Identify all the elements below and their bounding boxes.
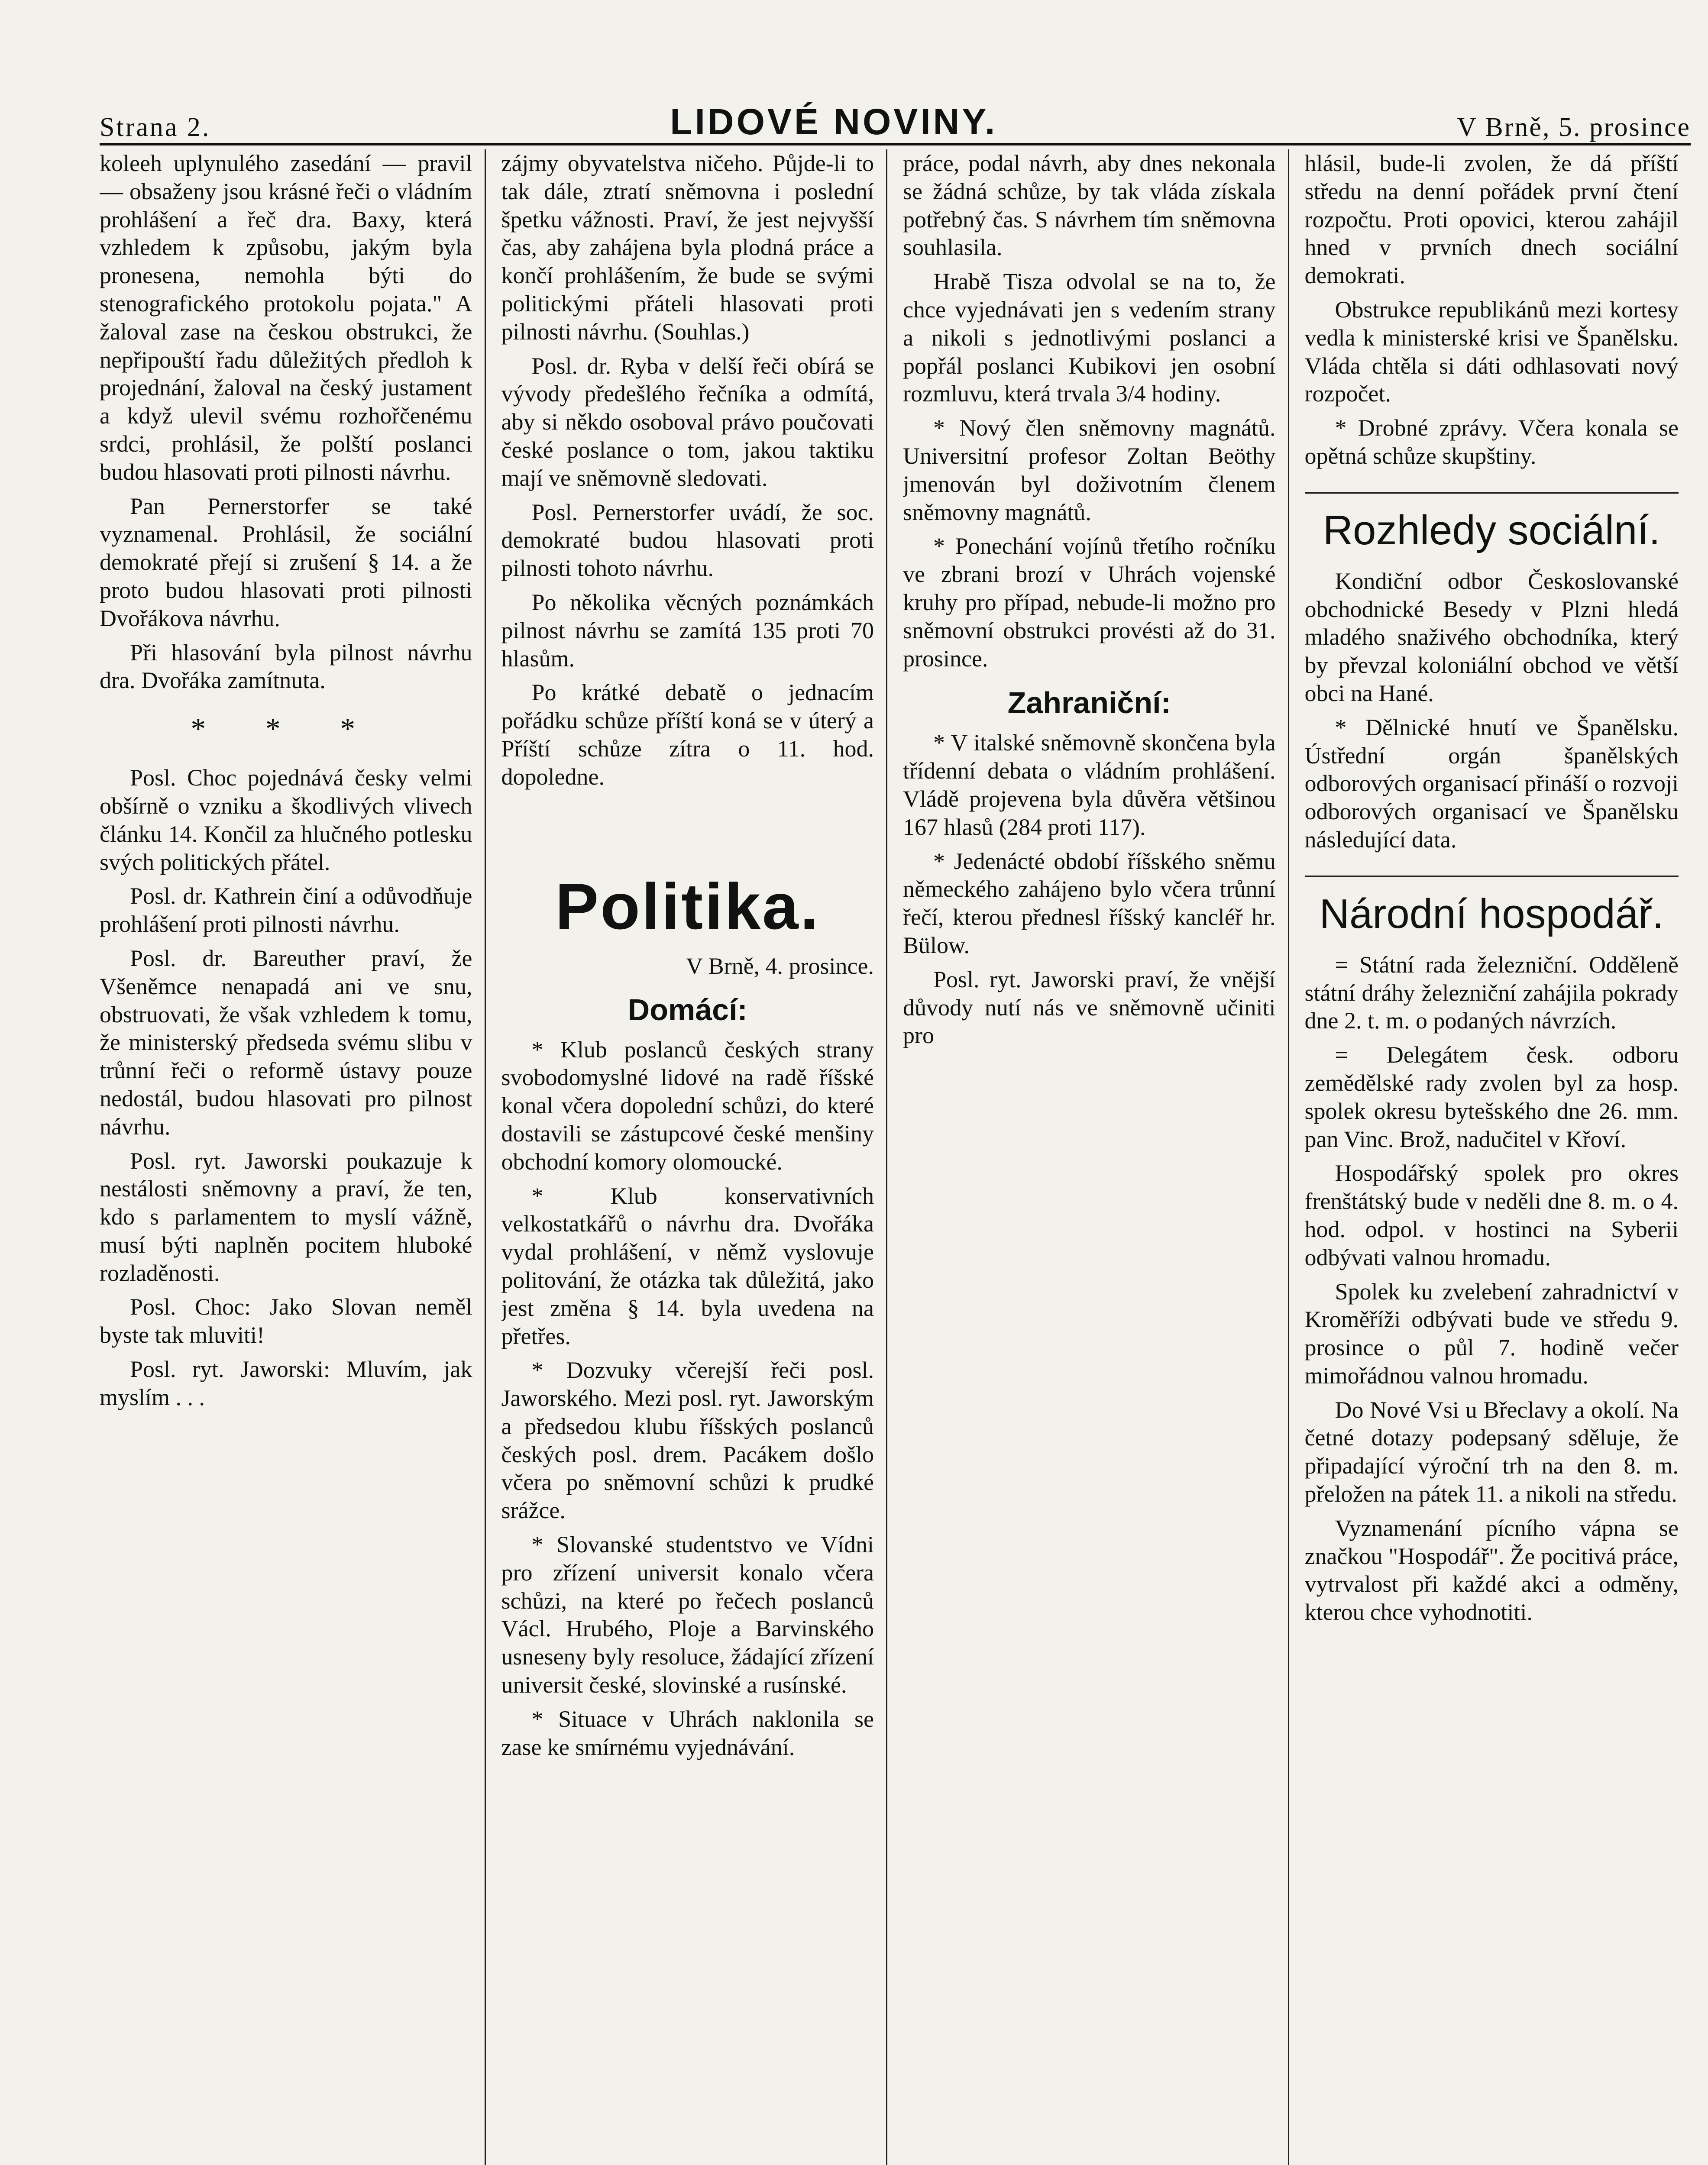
section-heading-hospodar: Národní hospodář. xyxy=(1305,876,1679,938)
paragraph: práce, podal návrh, aby dnes nekonala se žádná schůze, by tak vláda získala potřebný čas. S návrhem tím sněmovna souhlasila. xyxy=(903,150,1276,261)
paragraph: Posl. dr. Kathrein činí a odůvodňuje prohlášení proti pilnosti návrhu. xyxy=(100,883,472,937)
paragraph: = Delegátem česk. odboru zemědělské rady zvolen byl za hosp. spolek okresu bytešského dne 26. mm. pan Vinc. Brož, nadučitel v Křoví. xyxy=(1304,1042,1679,1152)
paragraph: Do Nové Vsi u Břeclavy a okolí. Na četné dotazy podepsaný sděluje, že připadající výroční trh na den 8. m. přeložen na pátek 11. a nikoli na středu. xyxy=(1304,1396,1679,1507)
paragraph: * Klub konservativních velkostatkářů o návrhu dra. Dvořáka vydal prohlášení, v němž vyslovuje politování, že otázka tak důležitá, jako jest změna § 14. byla uvedena na přetřes. xyxy=(501,1183,874,1349)
section-heading-rozhledy: Rozhledy sociální. xyxy=(1305,492,1679,554)
column-1 xyxy=(100,149,486,2165)
paragraph: * Klub poslanců českých strany svobodomyslné lidové na radě říšské konal včera dopolední schůzi, do které dostavili se zástupcové české menšiny obchodní komory olomoucké. xyxy=(501,1036,874,1175)
paragraph: Pan Pernerstorfer se také vyznamenal. Prohlásil, že sociální demokraté přejí si zrušení § 14. a že proto budou hlasovati proti pilnosti Dvořákova návrhu. xyxy=(100,493,472,631)
paragraph: koleeh uplynulého zasedání — pravil — obsaženy jsou krásné řeči o vládním prohlášení a řeč dra. Baxy, která vzhledem k způsobu, jakým byla pronesena, nemohla býti do stenografického protokolu pojata." A žaloval zase na českou obstrukci, že nepřipouští řadu důležitých předloh k projednání, žaloval na český justament a když ulevil svému rozhořčenému srdci, prohlásil, že polští poslanci budou hlasovati proti pilnosti návrhu. xyxy=(100,150,472,485)
paragraph: Hospodářský spolek pro okres frenštátský bude v neděli dne 8. m. o 4. hod. odpol. v hostinci na Syberii odbývati valnou hromadu. xyxy=(1304,1160,1679,1270)
column-4 xyxy=(1305,149,1691,2165)
page-number: Strana 2. xyxy=(100,113,211,142)
paragraph: Po několika věcných poznámkách pilnost návrhu se zamítá 135 proti 70 hlasům. xyxy=(501,589,874,672)
paragraph: * Jedenácté období říšského sněmu německého zahájeno bylo včera trůnní řečí, kterou přednesl říšský kancléř hr. Bülow. xyxy=(903,848,1276,958)
column-2 xyxy=(501,149,888,2165)
paragraph: Posl. Choc: Jako Slovan neměl byste tak mluviti! xyxy=(100,1294,472,1348)
paragraph: zájmy obyvatelstva ničeho. Půjde-li to tak dále, ztratí sněmovna i poslední špetku vážnosti. Praví, že jest nejvyšší čas, aby zahájena byla plodná práce a končí prohlášením, že bude se svými politickými přáteli hlasovati proti pilnosti návrhu. (Souhlas.) xyxy=(501,150,874,345)
paragraph: * Slovanské studentstvo ve Vídni pro zřízení universit konalo včera schůzi, na které po řečech poslanců Václ. Hrubého, Ploje a Barvinského usneseny byly resoluce, žádající zřízení universit české, slovinské a rusínské. xyxy=(501,1532,874,1698)
paragraph: Posl. Choc pojednává česky velmi obšírně o vzniku a škodlivých vlivech článku 14. Končil za hlučného potlesku svých politických přátel. xyxy=(100,765,472,875)
subsection-heading-domaci: Domácí: xyxy=(628,992,747,1027)
paragraph: hlásil, bude-li zvolen, že dá příští středu na denní pořádek první čtení rozpočtu. Proti opovici, kterou zahájil hned v prvních dnech sociální demokrati. xyxy=(1304,150,1679,289)
paragraph: Posl. ryt. Jaworski: Mluvím, jak myslím . . . xyxy=(100,1356,472,1410)
paragraph: * Dozvuky včerejší řeči posl. Jaworského. Mezi posl. ryt. Jaworským a předsedou klubu říšských poslanců českých posl. drem. Pacákem došlo včera po sněmovní schůzi k prudké srážce. xyxy=(501,1357,874,1524)
paragraph: Při hlasování byla pilnost návrhu dra. Dvořáka zamítnuta. xyxy=(100,639,472,694)
column-3 xyxy=(903,149,1289,2165)
paragraph: * Drobné zprávy. Včera konala se opětná schůze skupštiny. xyxy=(1304,415,1679,469)
paragraph: * Ponechání vojínů třetího ročníku ve zbrani brozí v Uhrách vojenské kruhy pro případ, nebude-li možno pro sněmovní obstrukci provésti až do 31. prosince. xyxy=(903,533,1276,672)
paragraph: * Dělnické hnutí ve Španělsku. Ústřední orgán španělských odborových organisací přináší o rozvoji odborových organisací ve Španělsku následující data. xyxy=(1304,714,1679,853)
paragraph: * Situace v Uhrách naklonila se zase ke smírnému vyjednávání. xyxy=(501,1706,874,1760)
paragraph: * V italské sněmovně skončena byla třídenní debata o vládním prohlášení. Vládě projevena byla důvěra většinou 167 hlasů (284 proti 117). xyxy=(903,730,1276,840)
masthead xyxy=(100,91,1691,145)
paragraph: Posl. Pernerstorfer uvádí, že soc. demokraté budou hlasovati proti pilnosti tohoto návrhu. xyxy=(501,499,874,582)
paragraph: Vyznamenání pícního vápna se značkou "Hospodář". Že pocitivá práce, vytrvalost při každé akci a odměny, kterou chce vyhodnotiti. xyxy=(1304,1515,1679,1625)
subsection-heading-zahranicni: Zahraniční: xyxy=(1007,686,1171,720)
paragraph: Po krátké debatě o jednacím pořádku schůze příští koná se v úterý a Příští schůze zítra o 11. hod. dopoledne. xyxy=(501,679,874,790)
paragraph: * Nový člen sněmovny magnátů. Universitní profesor Zoltan Beöthy jmenován byl doživotním členem sněmovny magnátů. xyxy=(903,415,1276,525)
text-columns xyxy=(100,149,1691,2165)
paragraph: Spolek ku zvelebení zahradnictví v Kroměříži odbývati bude ve středu 9. prosince o půl 7. hodině večer mimořádnou valnou hromadu. xyxy=(1304,1278,1679,1389)
issue-date: V Brně, 5. prosince xyxy=(1457,113,1691,142)
paragraph: Posl. dr. Ryba v delší řeči obírá se výv⁠ody předešlého řečníka a odmítá, aby si někdo osoboval právo poučovati české poslance o tom, jakou taktiku mají ve sněmovně sledovati. xyxy=(501,352,874,491)
paragraph: Posl. ryt. Jaworski poukazuje k nestálosti sněmovny a praví, že ten, kdo s parlamentem to myslí vážně, musí býti naplněn pocitem hluboké rozladěnosti. xyxy=(100,1147,472,1286)
paragraph: Posl. ryt. Jaworski praví, že vnější důvody nutí nás ve sněmovně učiniti pro xyxy=(903,966,1276,1049)
newspaper-title: LIDOVÉ NOVINY. xyxy=(670,101,998,142)
paragraph: Kondiční odbor Českoslovanské obchodnické Besedy v Plzni hledá mladého snaživého obchodníka, který by převzal koloniální obchod ve větší obci na Hané. xyxy=(1304,568,1679,706)
dateline: V Brně, 4. prosince. xyxy=(686,953,874,979)
section-heading-politika: Politika. xyxy=(555,869,820,943)
paragraph: Posl. dr. Bareuther praví, že Všeněmce nenapadá ani ve snu, obstruovati, že však vzhledem k tomu, že ministerský předseda svému slibu v trůnní řeči o reformě ústavy pouze nedostál, budou hlasovati pro pilnost návrhu. xyxy=(100,945,472,1140)
paragraph: = Státní rada železniční. Odděleně státní dráhy železniční zahájila pokrady dne 2. t. m. o podaných návrzích. xyxy=(1304,951,1679,1034)
paragraph: Hrabě Tisza odvolal se na to, že chce vyjednávati jen s vedením strany a nikoli s jednotlivými poslanci a popřál poslanci Kubikovi jen osobní rozmluvu, která trvala 3/4 hodiny. xyxy=(903,268,1276,407)
paragraph: Obstrukce republikánů mezi kortesy vedla k ministerské krisi ve Španělsku. Vláda chtěla si dáti odhlasovati nový rozpočet. xyxy=(1304,296,1679,407)
section-divider-stars: * * * xyxy=(191,712,382,746)
